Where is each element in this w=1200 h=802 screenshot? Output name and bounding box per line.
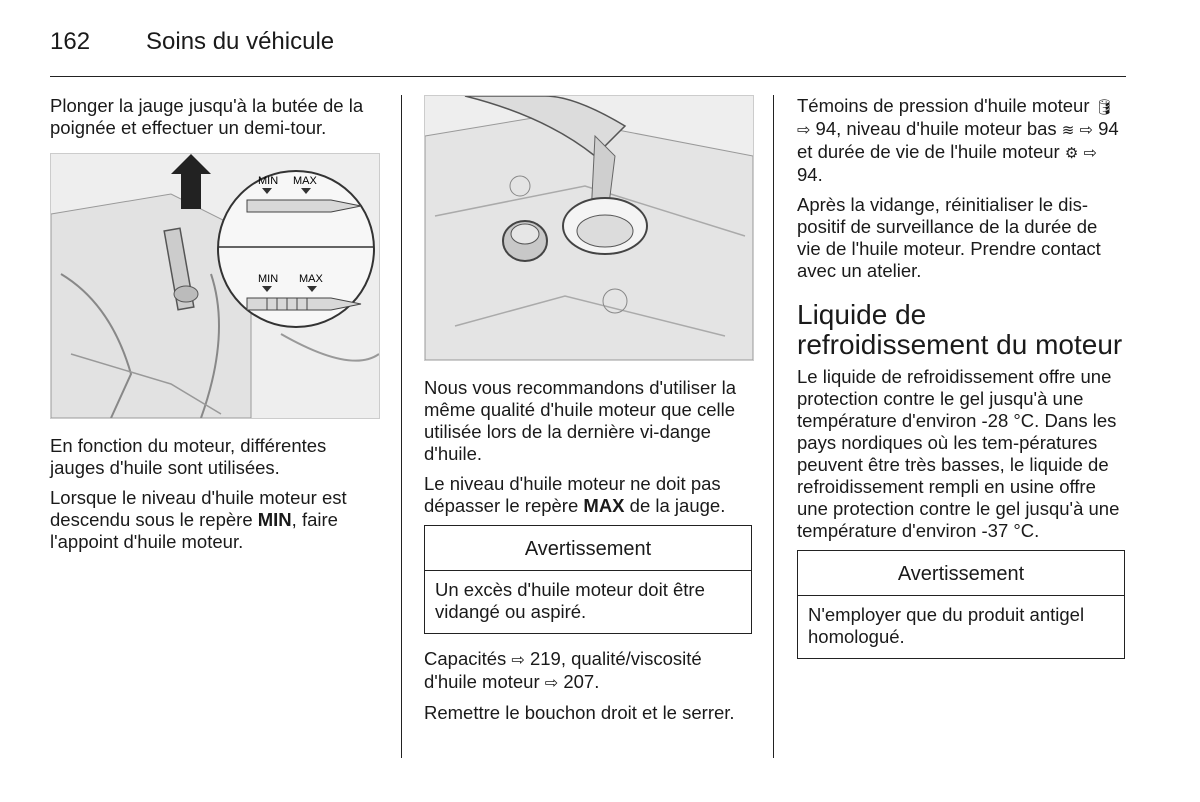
paragraph-reset-monitor: Après la vidange, réinitialiser le dis-positif de surveillance de la durée de vie de l'huile moteur. Prendre contact avec un atelier. xyxy=(797,194,1101,281)
section-title: Soins du véhicule xyxy=(146,28,335,55)
oil-filling-illustration xyxy=(425,96,753,360)
oil-life-icon: ⚙ xyxy=(1064,144,1079,162)
paragraph-dipstick-insert: Plonger la jauge jusqu'à la butée de la poignée et effectuer un demi-tour. xyxy=(50,95,364,138)
figure-dipstick xyxy=(50,153,380,419)
page-reference-arrow-icon: ⇨ xyxy=(544,673,559,692)
column-divider-2 xyxy=(773,95,774,758)
page-number: 162 xyxy=(50,28,91,55)
warning-text: N'employer que du produit antigel homologué. xyxy=(808,604,1085,647)
page-reference-arrow-icon: ⇨ xyxy=(1083,143,1097,162)
warning-text: Un excès d'huile moteur doit être vidangé ou aspiré. xyxy=(435,579,705,622)
min-label-2: MIN xyxy=(258,273,279,285)
warning-title: Avertissement xyxy=(425,526,751,571)
warning-box-oil xyxy=(424,525,752,634)
page-reference-arrow-icon: ⇨ xyxy=(797,120,811,139)
figure-oil-filling xyxy=(424,95,754,361)
warning-title: Avertissement xyxy=(798,551,1124,596)
heading-coolant: Liquide de refroidissement du moteur xyxy=(797,299,1123,360)
paragraph-oil-indicators: Témoins de pression d'huile moteur 🛢⇨ 94, niveau d'huile moteur bas ≋ ⇨ 94 et durée de vie de l'huile moteur ⚙ ⇨ 94. xyxy=(797,95,1119,185)
paragraph-dipstick-types: En fonction du moteur, différentes jauges d'huile sont utilisées. xyxy=(50,435,327,478)
paragraph-oil-max: Le niveau d'huile moteur ne doit pas dépasser le repère MAX de la jauge. xyxy=(424,473,726,516)
max-label-2: MAX xyxy=(299,273,323,285)
paragraph-cap-refit: Remettre le bouchon droit et le serrer. xyxy=(424,702,735,723)
page-reference-arrow-icon: ⇨ xyxy=(1079,120,1093,139)
warning-box-coolant xyxy=(797,550,1125,659)
column-3 xyxy=(797,95,1125,673)
paragraph-oil-topup: Lorsque le niveau d'huile moteur est descendu sous le repère MIN, faire l'appoint d'huile moteur. xyxy=(50,487,347,552)
page-reference-arrow-icon: ⇨ xyxy=(511,650,525,669)
paragraph-coolant: Le liquide de refroidissement offre une protection contre le gel jusqu'à une température d'environ -28 °C. Dans les pays nordiques où les tem-pératures peuvent être très basses, le liquide de refroidissement rempli en usine offre une protection contre le gel jusqu'à une température d'environ -37 °C. xyxy=(797,366,1120,541)
column-1 xyxy=(50,95,378,561)
paragraph-oil-quality: Nous vous recommandons d'utiliser la même qualité d'huile moteur que celle utilisée lors de la dernière vi-dange d'huile. xyxy=(424,377,737,464)
column-divider-1 xyxy=(401,95,402,758)
dipstick-illustration xyxy=(51,154,379,418)
column-2 xyxy=(424,95,752,732)
min-label-1: MIN xyxy=(258,175,279,187)
oil-pressure-warning-icon: 🛢 xyxy=(1094,98,1114,116)
paragraph-capacities: Capacités ⇨ 219, qualité/viscosité d'huile moteur ⇨ 207. xyxy=(424,648,702,692)
oil-level-low-icon: ≋ xyxy=(1061,121,1075,139)
max-label-1: MAX xyxy=(293,175,317,187)
page-header xyxy=(50,24,1126,77)
